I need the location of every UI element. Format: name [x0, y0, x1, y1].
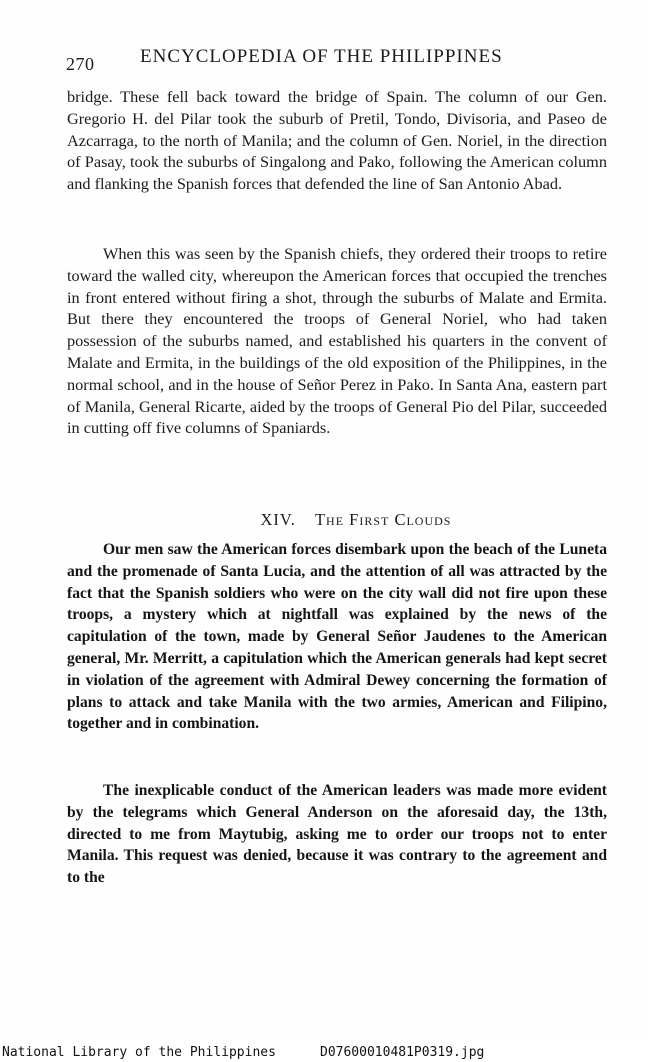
- library-credit: National Library of the Philippines: [2, 1045, 276, 1060]
- paragraph-2: When this was seen by the Spanish chiefs, they ordered their troops to retire toward the walled city, whereupon the American forces that occupied the trenches in front entered without firing a shot, through the suburbs of Malate and Ermita. But there they encountered the troops of General Noriel, who had taken possession of the suburbs named, and established his quarters in the convent of Malate and Ermita, in the buildings of the old exposition of the Philippines, in the normal school, and in the house of Señor Perez in Pako. In Santa Ana, eastern part of Manila, General Ricarte, aided by the troops of General Pio del Pilar, succeeded in cutting off five columns of Spaniards.: [67, 244, 607, 438]
- image-caption-bar: [0, 1044, 648, 1062]
- section-heading: [0, 510, 648, 530]
- page-header: [66, 44, 536, 78]
- section-number: XIV.: [260, 510, 296, 529]
- page-number: 270: [66, 54, 95, 74]
- section-title: The First Clouds: [314, 510, 452, 529]
- section-paragraph-2: The inexplicable conduct of the American leaders was made more evident by the telegrams which General Anderson on the aforesaid day, the 13th, directed to me from Maytubig, asking me to order our troops not to enter Manila. This request was denied, because it was contrary to the agreement and to the: [67, 782, 607, 887]
- running-head: ENCYCLOPEDIA OF THE PHILIPPINES: [140, 46, 503, 67]
- image-filename: D07600010481P0319.jpg: [320, 1045, 485, 1060]
- paragraph-1: bridge. These fell back toward the bridge of Spain. The column of our Gen. Gregorio H. del Pilar took the suburb of Pretil, Tondo, Divisoria, and Paseo de Azcarraga, to the north of Manila; and the column of Gen. Noriel, in the direction of Pasay, took the suburbs of Singalong and Pako, following the American column and flanking the Spanish forces that defended the line of San Antonio Abad.: [67, 87, 607, 194]
- section-paragraph-1: Our men saw the American forces disembark upon the beach of the Luneta and the promenade of Santa Lucia, and the attention of all was attracted by the fact that the Spanish soldiers who were on the city wall did not fire upon these troops, a mystery which at nightfall was explained by the news of the capitulation of the town, made by General Señor Jaudenes to the American general, Mr. Merritt, a capitulation which the American generals had kept secret in violation of the agreement with Admiral Dewey concerning the formation of plans to attack and take Manila with the two armies, American and Filipino, together and in combination.: [67, 541, 607, 733]
